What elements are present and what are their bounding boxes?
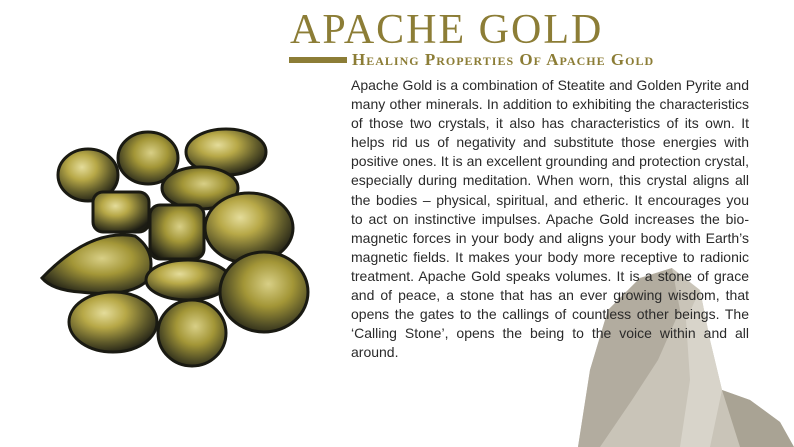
description-paragraph: Apache Gold is a combination of Steatite and Golden Pyrite and many other minerals. In addition to exhibiting the characteristics of those two crystals, it also has characteristics of its own. It helps rid us of negativity and substitute those energies with positive ones. It is an excellent grounding and protection crystal, especially during meditation. When worn, this crystal aligns all the bodies – physical, spiritual, and etheric. It encourages you to act on instinctive impulses. Apache Gold increases the bio-magnetic forces in your body and aligns your body with Earth’s magnetic fields. It makes your body more receptive to radionic treatment. Apache Gold speaks volumes. It is a stone of grace and of peace, a stone that has an ever growing wisdom, that opens the gates to the callings of countless other beings. The ‘Calling Stone’, opens the being to the voice within and all around. xyxy=(351,77,749,361)
stone xyxy=(69,292,157,352)
stone xyxy=(146,260,230,300)
stone xyxy=(220,252,308,332)
stone xyxy=(158,300,226,366)
stone xyxy=(205,193,293,263)
page-subtitle: Healing Properties Of Apache Gold xyxy=(352,50,655,69)
apache-gold-stones-photo xyxy=(0,0,330,447)
page-title: APACHE GOLD xyxy=(290,7,604,53)
stone xyxy=(42,235,151,294)
stone xyxy=(93,192,149,232)
subtitle-accent-bar xyxy=(289,57,347,63)
stone xyxy=(150,205,204,259)
